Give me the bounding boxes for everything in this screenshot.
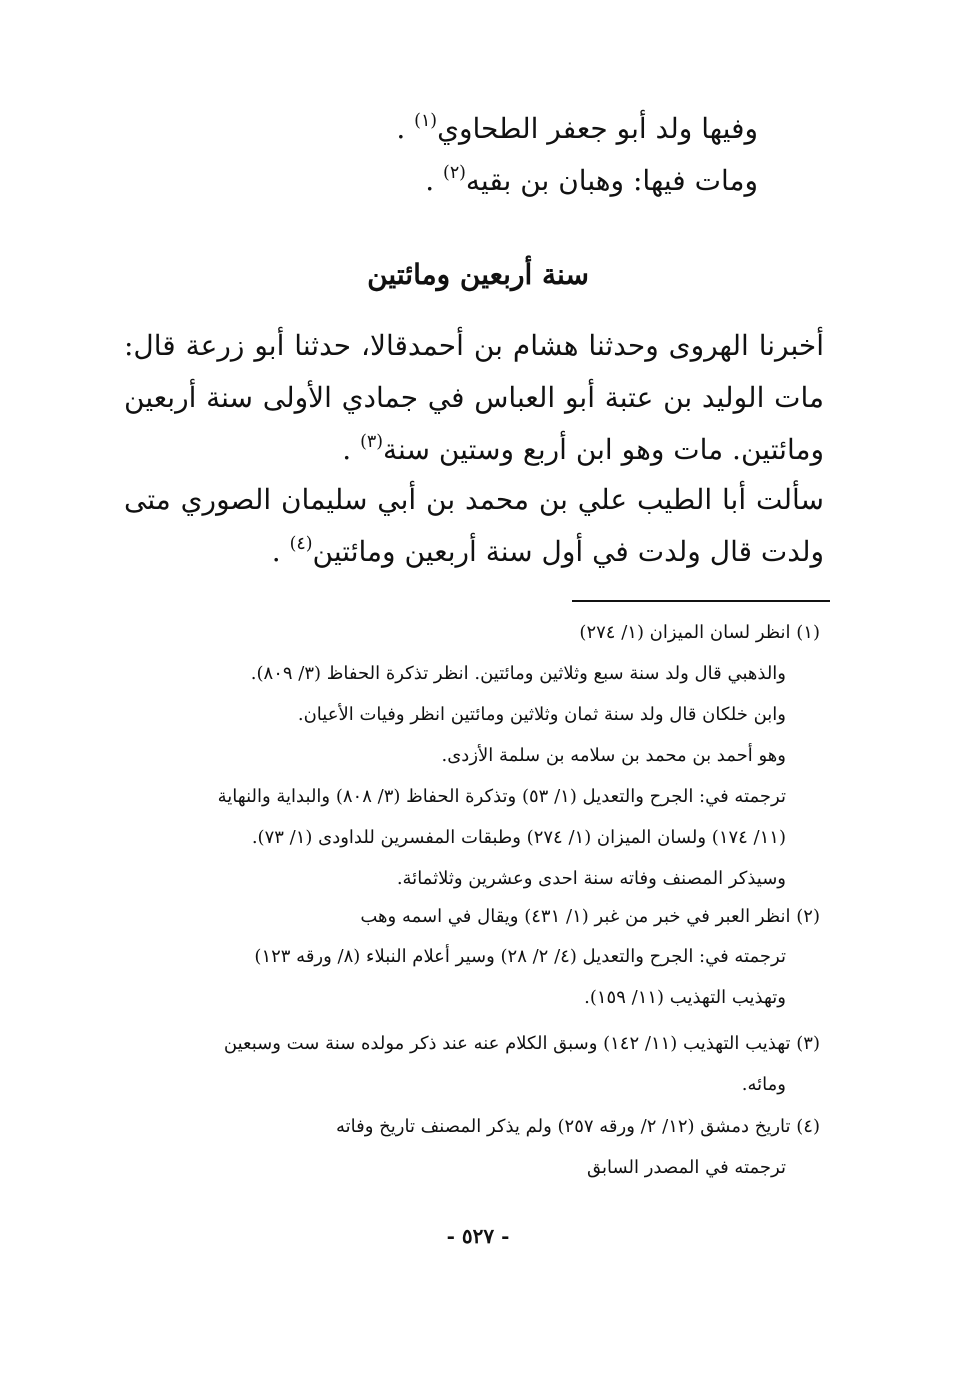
footnote-line: (١) انظر لسان الميزان (١/ ٢٧٤) [579, 622, 820, 643]
opening-line-birth: وفيها ولد أبو جعفر الطحاوي$^{(١)}$ . [396, 110, 758, 145]
footnote-ref-2: (٢) [443, 162, 466, 183]
page-number: - ٥٢٧ - [446, 1224, 510, 1248]
footnote-line: ترجمته في المصدر السابق [586, 1157, 786, 1178]
footnote-line: وهو أحمد بن محمد بن سلامه بن سلمة الأزدى. [441, 745, 786, 766]
footnote-separator [572, 600, 830, 602]
footnote-line: (٤) تاريخ دمشق (١٢/ ٢/ ورقه ٢٥٧) ولم يذكر المصنف تاريخ وفاته [335, 1116, 820, 1137]
footnote-line: ترجمته في: الجرح والتعديل (١/ ٥٣) وتذكرة الحفاظ (٣/ ٨٠٨) والبداية والنهاية [217, 786, 786, 807]
footnote-line: (٢) انظر العبر في خبر من غبر (١/ ٤٣١) ويقال في اسمه وهب [360, 906, 820, 927]
footnote-ref-3: (٣) [360, 431, 383, 452]
body-paragraph-1: أخبرنا الهروى وحدثنا هشام بن أحمدقالا، حدثنا أبو زرعة قال: مات الوليد بن عتبة أبو العباس في جمادي الأولى سنة أربعين ومائتين. مات وهو ابن أربع وستين سنة$^{(٣)}$ . [124, 329, 824, 466]
footnote-line: ومائه. [741, 1074, 786, 1095]
footnote-ref-4: (٤) [289, 533, 313, 554]
body-paragraph-2: سألت أبا الطيب علي بن محمد بن أبي سليمان الصوري متى ولدت قال ولدت في أول سنة أربعين ومائتين$^{(٤)}$ . [124, 483, 824, 568]
footnote-line: والذهبي قال ولد سنة سبع وثلاثين ومائتين. انظر تذكرة الحفاظ (٣/ ٨٠٩). [250, 663, 786, 684]
footnote-line: ترجمته في: الجرح والتعديل (٤/ ٢/ ٢٨) وسير أعلام النبلاء (٨/ ورقه ١٢٣) [254, 946, 786, 967]
footnote-line: وتهذيب التهذيب (١١/ ١٥٩). [584, 987, 786, 1008]
footnote-line: (٣) تهذيب التهذيب (١١/ ١٤٢) وسبق الكلام عنه عند ذكر مولده سنة ست وسبعين [223, 1033, 820, 1054]
footnote-line: (١١/ ١٧٤) ولسان الميزان (١/ ٢٧٤) وطبقات المفسرين للداودى (١/ ٧٣). [251, 827, 786, 848]
footnote-line: وسيذكر المصنف وفاته سنة احدى وعشرين وثلاثمائة. [396, 868, 786, 889]
footnote-line: وابن خلكان قال ولد سنة ثمان وثلاثين ومائتين انظر وفيات الأعيان. [297, 704, 786, 725]
opening-line-death: ومات فيها: وهبان بن بقيه$^{(٢)}$ . [425, 162, 758, 197]
footnote-ref-1: (١) [414, 110, 438, 131]
section-heading: سنة أربعين ومائتين [367, 258, 589, 291]
